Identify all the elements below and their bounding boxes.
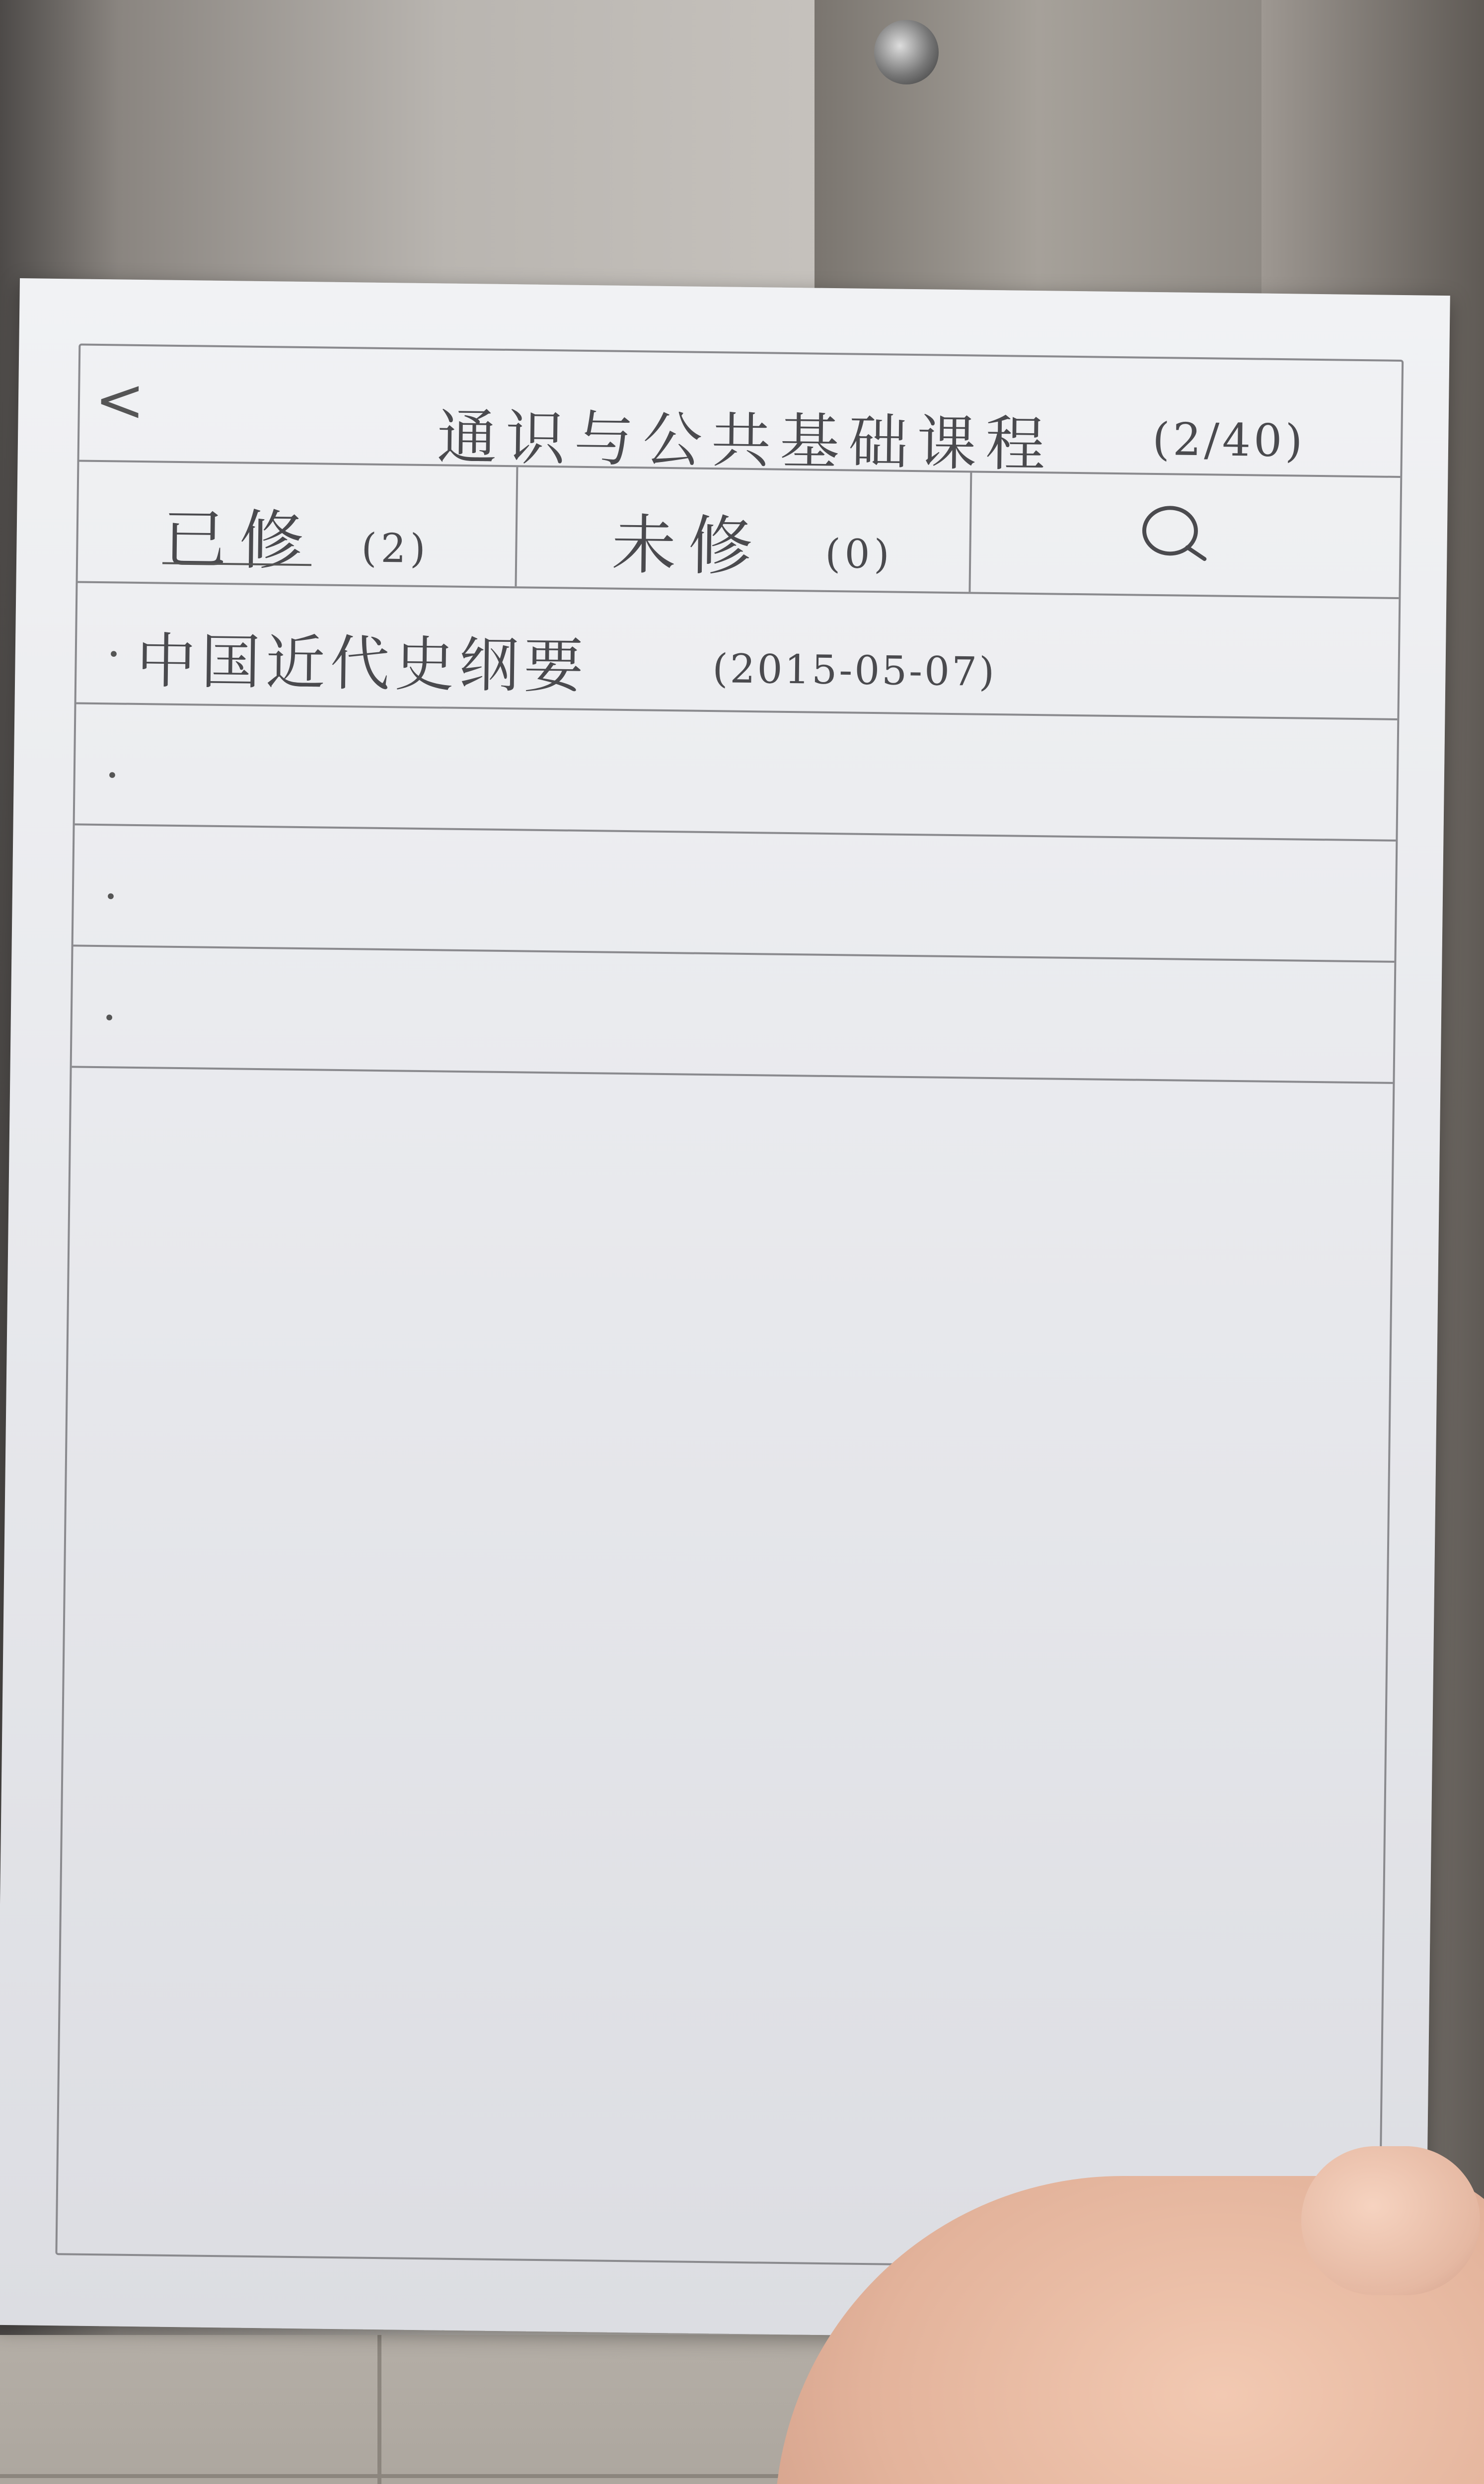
- course-name: 中国近代史纲要: [136, 626, 589, 702]
- list-item[interactable]: [74, 825, 1396, 962]
- list-item[interactable]: [72, 946, 1395, 1084]
- back-button[interactable]: <: [94, 365, 146, 436]
- tab-completed-label: 已修: [162, 501, 316, 579]
- list-item[interactable]: [76, 583, 1399, 720]
- phone-frame-sketch: [55, 343, 1404, 2271]
- course-date: (2015-05-07): [712, 645, 997, 696]
- title-bar: [79, 346, 1402, 478]
- page-title: 通识与公共基础课程: [437, 403, 1054, 480]
- tab-not-completed-count: (0): [824, 530, 894, 578]
- paper-sketch: [0, 278, 1450, 2342]
- list-bullet: ·: [102, 992, 117, 1044]
- floor-tile-line: [377, 2335, 381, 2484]
- search-icon[interactable]: [1135, 494, 1210, 570]
- list-item[interactable]: [75, 704, 1398, 841]
- list-bullet: ·: [105, 749, 120, 802]
- tab-not-completed-label: 未修: [611, 507, 765, 585]
- list-bullet: ·: [103, 870, 119, 923]
- course-count: (2/40): [1152, 413, 1306, 467]
- list-bullet: ·: [106, 628, 122, 681]
- door-knob: [874, 20, 939, 84]
- tab-bar: [78, 462, 1401, 599]
- tab-not-completed[interactable]: [517, 467, 972, 592]
- tab-search[interactable]: [970, 472, 1400, 597]
- thumb: [1301, 2146, 1480, 2295]
- tab-completed[interactable]: [78, 462, 519, 586]
- course-list: [72, 583, 1399, 1084]
- tab-completed-count: (2): [361, 525, 430, 572]
